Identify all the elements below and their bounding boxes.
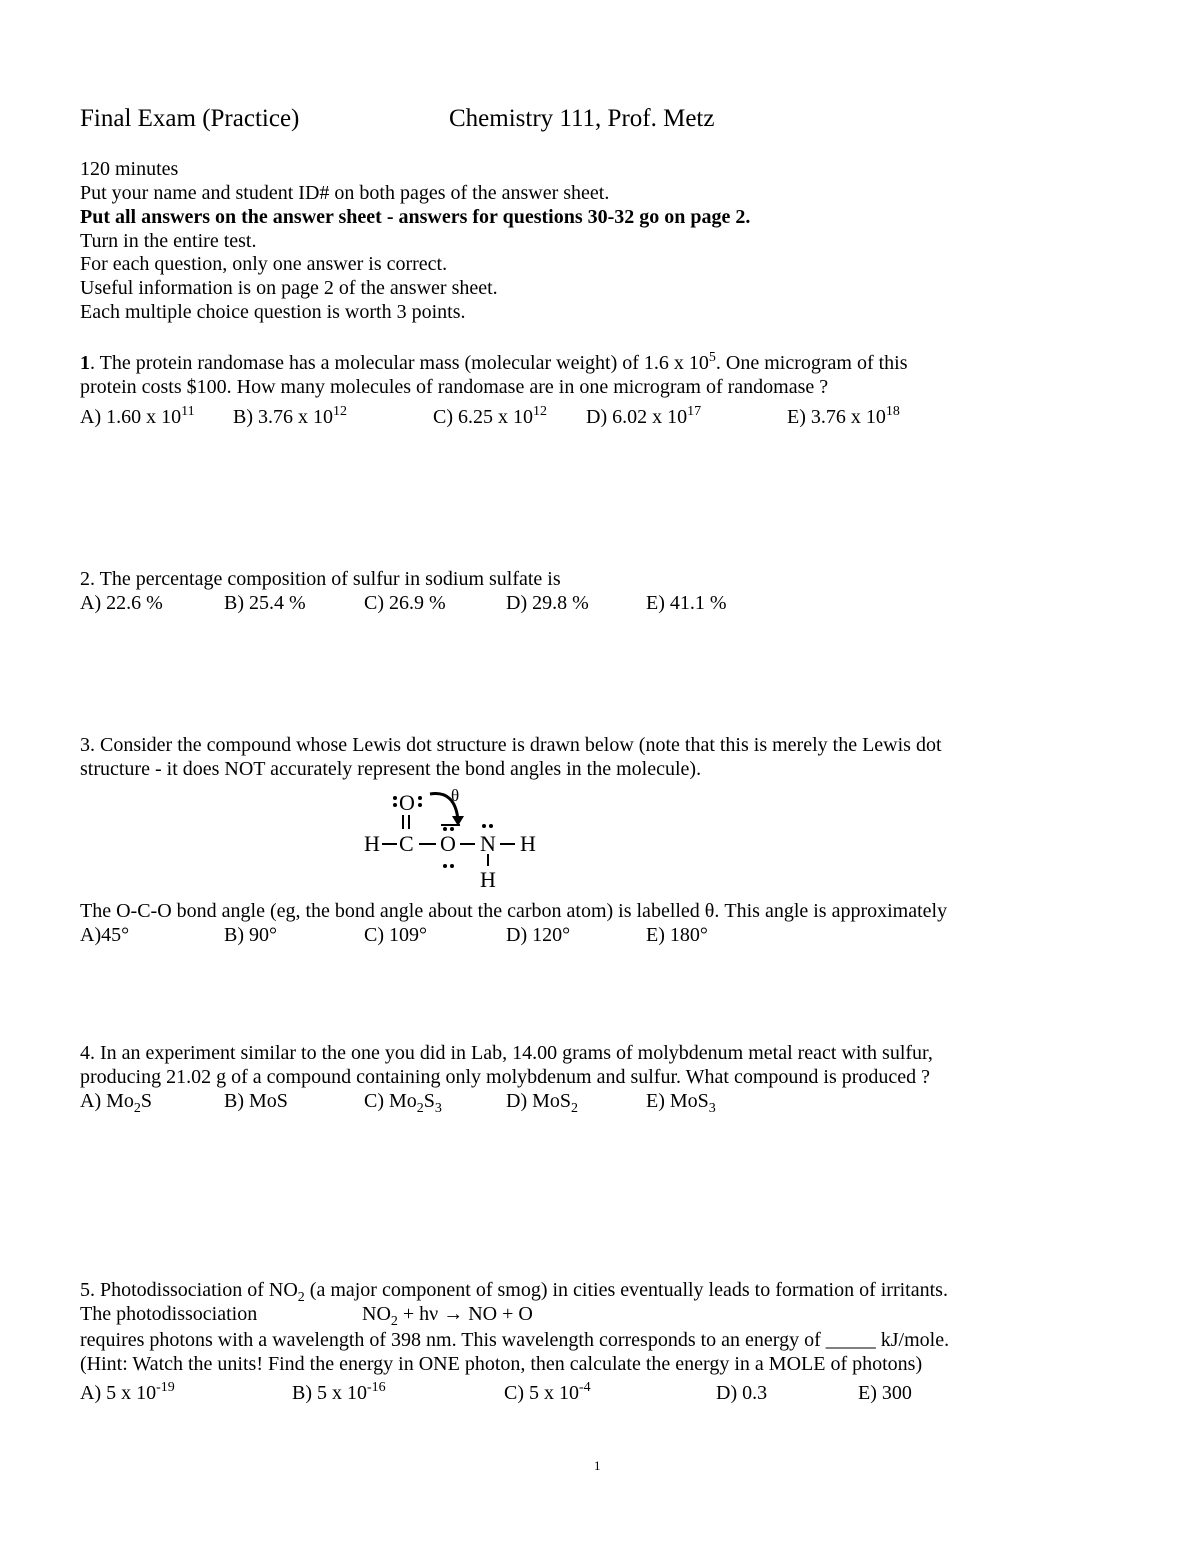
q1-choice-b: B) 3.76 x $10^{12}$ — [233, 404, 347, 428]
q1-choice-c: C) 6.25 x $10^{12}$ — [433, 404, 547, 428]
header-left-title: Final Exam (Practice) — [80, 105, 300, 132]
q1-choice-d: D) 6.02 x $10^{17}$ — [586, 404, 702, 428]
q3-choice-a: A)45° — [80, 924, 130, 946]
question-1-number: 1 — [80, 352, 90, 374]
q5-choice-a: A) 5 x $10^{-19}$ — [80, 1380, 175, 1404]
q4-choice-e: E) MoS$_3$ — [646, 1090, 716, 1116]
q4-choice-c: C) $Mo_2S_3$ — [364, 1090, 442, 1116]
q3-choice-e: E) 180° — [646, 924, 708, 946]
question-4-line-2: producing 21.02 g of a compound containing only molybdenum and sulfur. What compound is produced ? — [80, 1066, 931, 1088]
atom-h-left: H — [364, 831, 380, 856]
q2-choice-b: B) 25.4 % — [224, 592, 306, 614]
q5-choice-c: C) 5 x $10^{-4}$ — [504, 1380, 591, 1404]
q5-choice-d: D) 0.3 — [716, 1382, 768, 1404]
atom-h-bottom: H — [480, 867, 496, 892]
question-3-line-1: 3. Consider the compound whose Lewis dot structure is drawn below (note that this is merely the Lewis dot — [80, 734, 942, 756]
q1-choice-a: A) 1.60 x $10^{11}$ — [80, 404, 195, 428]
instruction-name: Put your name and student ID# on both pages of the answer sheet. — [80, 182, 610, 204]
question-2-text: 2. The percentage composition of sulfur in sodium sulfate is — [80, 568, 561, 590]
q3-choice-d: D) 120° — [506, 924, 571, 946]
header-course-title: Chemistry 111, Prof. Metz — [449, 105, 715, 132]
atom-c: C — [399, 831, 414, 856]
q2-choice-a: A) 22.6 % — [80, 592, 163, 614]
instruction-answers: Put all answers on the answer sheet - answers for questions 30-32 go on page 2. — [80, 206, 751, 228]
question-3-line-3: The O-C-O bond angle (eg, the bond angle about the carbon atom) is labelled θ. This angle is approximately — [80, 900, 948, 922]
q4-choice-b: B) MoS — [224, 1090, 288, 1112]
lewis-structure-diagram — [360, 780, 560, 895]
instruction-one-answer: For each question, only one answer is correct. — [80, 253, 448, 275]
question-1-line-1: 1. The protein randomase has a molecular mass (molecular weight) of 1.6 x $10^5$. One microgram of this — [80, 350, 908, 374]
q2-choice-d: D) 29.8 % — [506, 592, 589, 614]
q5-choice-e: E) 300 — [858, 1382, 912, 1404]
instruction-time: 120 minutes — [80, 158, 179, 180]
q1-choice-e: E) 3.76 x $10^{18}$ — [787, 404, 900, 428]
instruction-useful-info: Useful information is on page 2 of the answer sheet. — [80, 277, 498, 299]
atom-n: N — [480, 831, 496, 856]
page-number: 1 — [594, 1458, 601, 1473]
q2-choice-c: C) 26.9 % — [364, 592, 446, 614]
question-1-line-2: protein costs $100. How many molecules of randomase are in one microgram of randomase ? — [80, 376, 829, 398]
atom-h-right: H — [520, 831, 536, 856]
question-5-line-4: (Hint: Watch the units! Find the energy in ONE photon, then calculate the energy in a MOLE of photons) — [80, 1353, 923, 1375]
atom-o-top: O — [399, 790, 415, 815]
q2-choice-e: E) 41.1 % — [646, 592, 727, 614]
question-4-line-1: 4. In an experiment similar to the one you did in Lab, 14.00 grams of molybdenum metal react with sulfur, — [80, 1042, 933, 1064]
atom-o-middle: O — [440, 831, 456, 856]
q3-choice-c: C) 109° — [364, 924, 427, 946]
question-5-line-3: requires photons with a wavelength of 398 nm. This wavelength corresponds to an energy of _____ kJ/mole. — [80, 1329, 950, 1351]
theta-label: θ — [451, 786, 460, 805]
question-5-line-2-label: The photodissociation — [80, 1303, 258, 1325]
question-3-line-2: structure - it does NOT accurately represent the bond angles in the molecule). — [80, 758, 702, 780]
question-5-line-1: 5. Photodissociation of $NO_2$ (a major component of smog) in cities eventually leads to formation of irritants. — [80, 1279, 948, 1305]
q4-choice-d: D) MoS$_2$ — [506, 1090, 579, 1116]
instruction-points: Each multiple choice question is worth 3 points. — [80, 301, 466, 323]
question-5-equation: $NO_2 + h\nu$ → NO + O — [362, 1303, 533, 1329]
q4-choice-a: A) $Mo_2S$ — [80, 1090, 153, 1116]
instruction-turn-in: Turn in the entire test. — [80, 230, 257, 252]
q3-choice-b: B) 90° — [224, 924, 277, 946]
q5-choice-b: B) 5 x $10^{-16}$ — [292, 1380, 386, 1404]
